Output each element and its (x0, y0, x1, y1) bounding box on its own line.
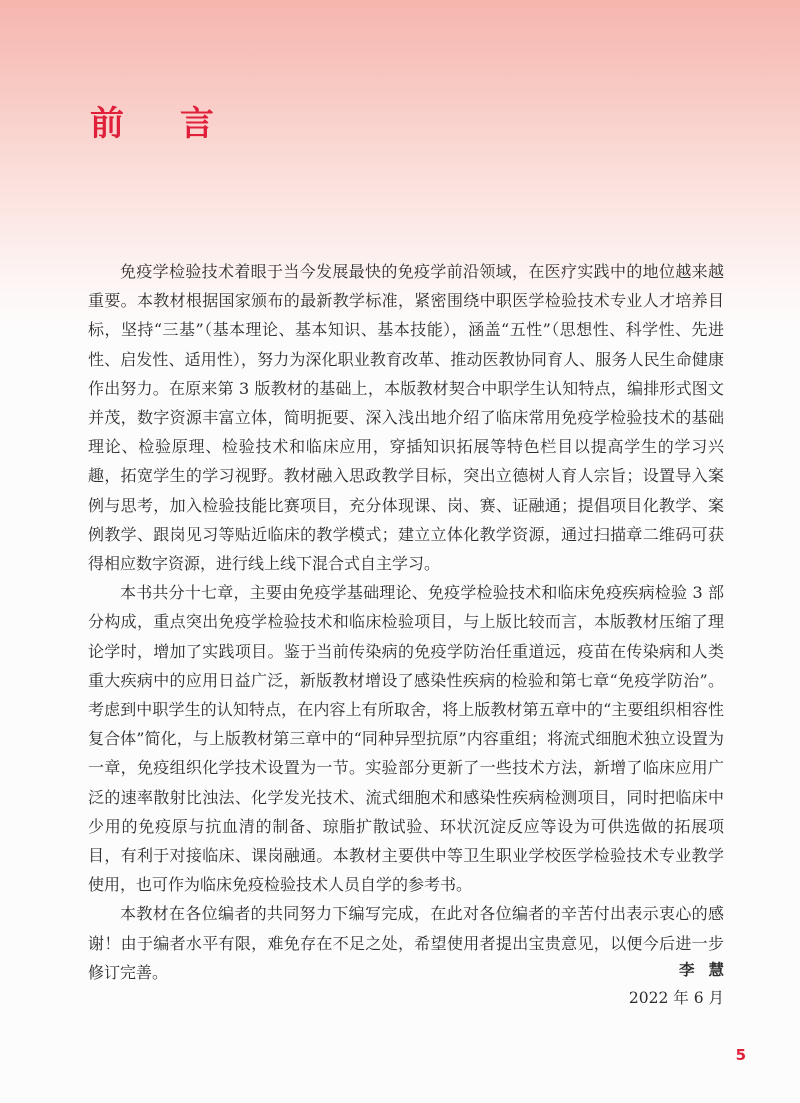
preface-body (88, 257, 724, 987)
signature-author: 李慧 (678, 960, 738, 979)
preface-paragraph-1: 免疫学检验技术着眼于当今发展最快的免疫学前沿领域，在医疗实践中的地位越来越重要。本教材根据国家颁布的最新教学标准，紧密围绕中职医学检验技术专业人才培养目标，坚持“三基”（基本理论、基本知识、基本技能），涵盖“五性”（思想性、科学性、先进性、启发性、适用性），努力为深化职业教育改革、推动医教协同育人、服务人民生命健康作出努力。在原来第 3 版教材的基础上，本版教材契合中职学生认知特点，编排形式图文并茂，数字资源丰富立体，简明扼要、深入浅出地介绍了临床常用免疫学检验技术的基础理论、检验原理、检验技术和临床应用，穿插知识拓展等特色栏目以提高学生的学习兴趣，拓宽学生的学习视野。教材融入思政教学目标，突出立德树人育人宗旨；设置导入案例与思考，加入检验技能比赛项目，充分体现课、岗、赛、证融通；提倡项目化教学、案例教学、跟岗见习等贴近临床的教学模式；建立立体化教学资源，通过扫描章二维码可获得相应数字资源，进行线上线下混合式自主学习。 (88, 262, 724, 574)
preface-paragraph-3: 本教材在各位编者的共同努力下编写完成，在此对各位编者的辛苦付出表示衷心的感谢！由于编者水平有限，难免存在不足之处，希望使用者提出宝贵意见，以便今后进一步修订完善。 (88, 904, 724, 982)
signature-date: 2022 年 6 月 (628, 989, 724, 1007)
page-title: 前 言 (90, 104, 236, 144)
preface-paragraph-2: 本书共分十七章，主要由免疫学基础理论、免疫学检验技术和临床免疫疾病检验 3 部分构成，重点突出免疫学检验技术和临床检验项目，与上版比较而言，本版教材压缩了理论学时，增加了实践项目。鉴于当前传染病的免疫学防治任重道远，疫苗在传染病和人类重大疾病中的应用日益广泛，新版教材增设了感染性疾病的检验和第七章“免疫学防治”。考虑到中职学生的认知特点，在内容上有所取舍，将上版教材第五章中的“主要组织相容性复合体”简化，与上版教材第三章中的“同种异型抗原”内容重组；将流式细胞术独立设置为一章，免疫组织化学技术设置为一节。实验部分更新了一些技术方法，新增了临床应用广泛的速率散射比浊法、化学发光技术、流式细胞术和感染性疾病检测项目，同时把临床中少用的免疫原与抗血清的制备、琼脂扩散试验、环状沉淀反应等设为可供选做的拓展项目，有利于对接临床、课岗融通。本教材主要供中等卫生职业学校医学检验技术专业教学使用，也可作为临床免疫检验技术人员自学的参考书。 (88, 583, 724, 895)
page-number: 5 (735, 1046, 746, 1064)
